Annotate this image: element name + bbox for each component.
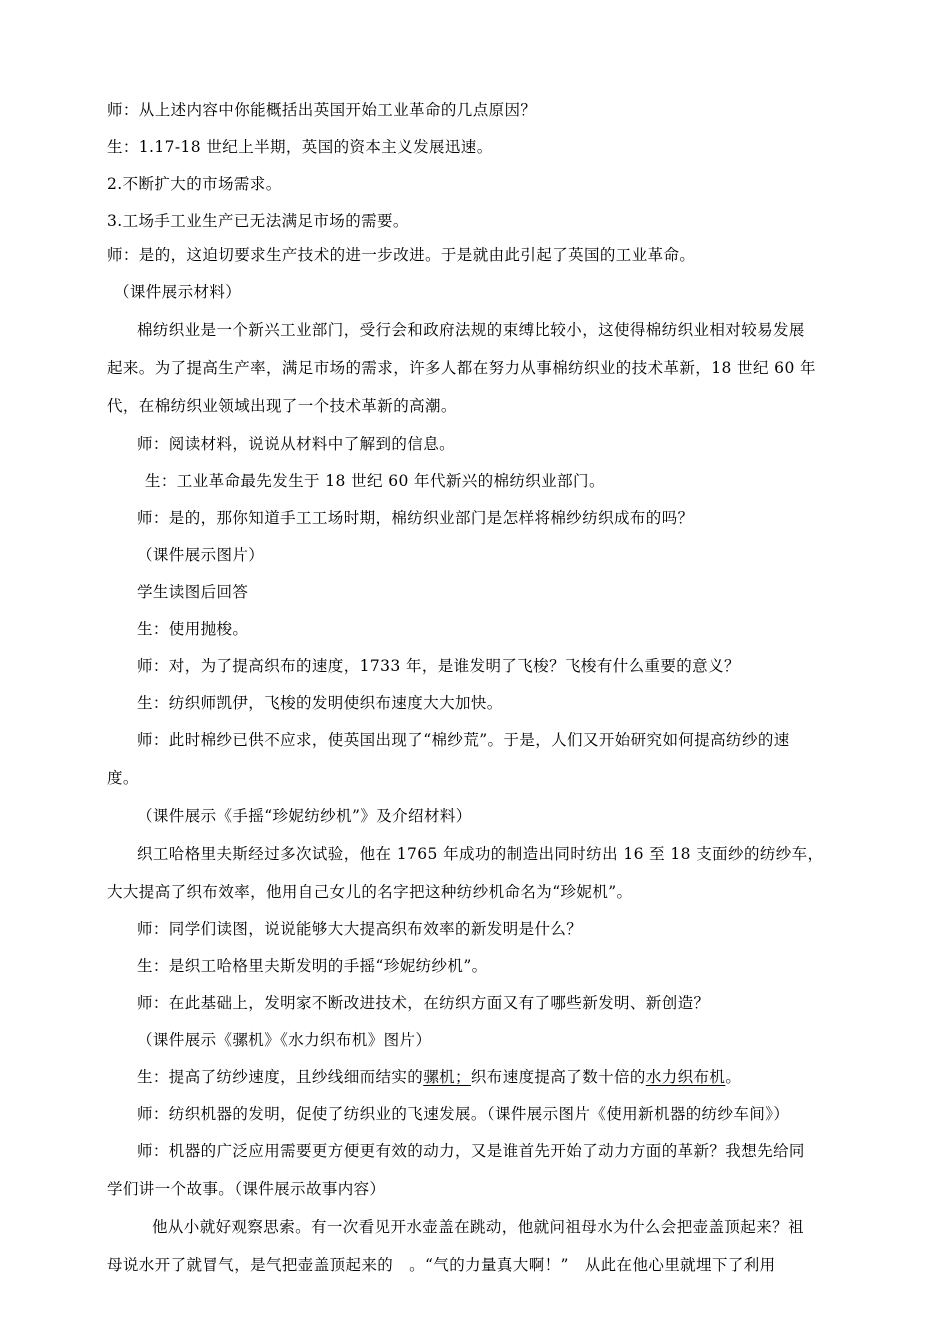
teacher-yarn-shortage-line-1: 师：此时棉纱已供不应求，使英国出现了“棉纱荒”。于是，人们又开始研究如何提高纺纱的速 xyxy=(137,731,790,749)
courseware-material-note: （课件展示材料） xyxy=(114,283,242,301)
students-read-image: 学生读图后回答 xyxy=(137,583,249,601)
story-line-2: 母说水开了就冒气，是气把壶盖顶起来的 。“气的力量真大啊！” 从此在他心里就埋下了利用 xyxy=(107,1256,776,1274)
question-causes: 师：从上述内容中你能概括出英国开始工业革命的几点原因？ xyxy=(107,101,537,119)
material-paragraph-line-3: 代，在棉纺织业领域出现了一个技术革新的高潮。 xyxy=(107,397,457,415)
material-paragraph-line-2: 起来。为了提高生产率，满足市场的需求，许多人都在努力从事棉纺织业的技术革新，18 世纪 60 年 xyxy=(107,359,816,377)
mule-answer-middle: 织布速度提高了数十倍的 xyxy=(470,1068,646,1086)
material-paragraph-line-1: 棉纺织业是一个新兴工业部门，受行会和政府法规的束缚比较小，这使得棉纺织业相对较易发展 xyxy=(137,321,805,339)
teacher-power-question-line-1: 师：机器的广泛应用需要更方便更有效的动力，又是谁首先开始了动力方面的革新？我想先给同 xyxy=(137,1142,805,1160)
jenny-material-line-1: 织工哈格里夫斯经过多次试验，他在 1765 年成功的制造出同时纺出 16 至 18 支面纱的纺纱车， xyxy=(137,845,824,863)
mule-answer-after: 。 xyxy=(725,1068,742,1086)
teacher-invention-question: 师：同学们读图，说说能够大大提高织布效率的新发明是什么？ xyxy=(137,920,583,938)
student-shuttle-answer: 生：使用抛梭。 xyxy=(137,620,249,638)
answer-cause-1: 生：1.17-18 世纪上半期，英国的资本主义发展迅速。 xyxy=(107,138,493,156)
jenny-material-line-2: 大大提高了织布效率，他用自己女儿的名字把这种纺纱机命名为“珍妮机”。 xyxy=(107,883,633,901)
teacher-yarn-shortage-line-2: 度。 xyxy=(107,769,139,787)
teacher-spinning-development: 师：纺织机器的发明，促使了纺织业的飞速发展。（课件展示图片《使用新机器的纺纱车间》） xyxy=(137,1105,790,1123)
teacher-new-inventions-question: 师：在此基础上，发明家不断改进技术，在纺织方面又有了哪些新发明、新创造？ xyxy=(137,994,710,1012)
teacher-summary: 师：是的，这迫切要求生产技术的进一步改进。于是就由此引起了英国的工业革命。 xyxy=(107,246,696,264)
mule-term: 骡机； xyxy=(423,1068,471,1086)
story-line-1: 他从小就好观察思索。有一次看见开水壶盖在跳动，他就问祖母水为什么会把壶盖顶起来？祖 xyxy=(152,1218,804,1236)
student-jenny-answer: 生：是织工哈格里夫斯发明的手摇“珍妮纺纱机”。 xyxy=(137,957,488,975)
courseware-jenny-note: （课件展示《手摇“珍妮纺纱机”》及介绍材料） xyxy=(137,807,472,825)
courseware-image-note: （课件展示图片） xyxy=(137,546,265,564)
student-mule-answer xyxy=(137,1067,741,1087)
answer-cause-2: 2.不断扩大的市场需求。 xyxy=(107,175,282,193)
teacher-weaving-question: 师：是的，那你知道手工工场时期，棉纺织业部门是怎样将棉纱纺织成布的吗？ xyxy=(137,509,694,527)
teacher-power-question-line-2: 学们讲一个故事。（课件展示故事内容） xyxy=(107,1180,386,1198)
student-kay-answer: 生：纺织师凯伊，飞梭的发明使织布速度大大加快。 xyxy=(137,694,503,712)
teacher-flying-shuttle-question: 师：对，为了提高织布的速度，1733 年，是谁发明了飞梭？飞梭有什么重要的意义？ xyxy=(137,657,740,675)
student-industrial-revolution-answer: 生：工业革命最先发生于 18 世纪 60 年代新兴的棉纺织业部门。 xyxy=(145,472,605,490)
mule-answer-before: 生：提高了纺纱速度，且纱线细而结实的 xyxy=(137,1068,424,1086)
teacher-read-material: 师：阅读材料，说说从材料中了解到的信息。 xyxy=(137,435,456,453)
water-frame-term: 水力织布机 xyxy=(645,1068,726,1086)
answer-cause-3: 3.工场手工业生产已无法满足市场的需要。 xyxy=(107,212,409,230)
courseware-mule-note: （课件展示《骡机》《水力织布机》图片） xyxy=(137,1031,432,1049)
